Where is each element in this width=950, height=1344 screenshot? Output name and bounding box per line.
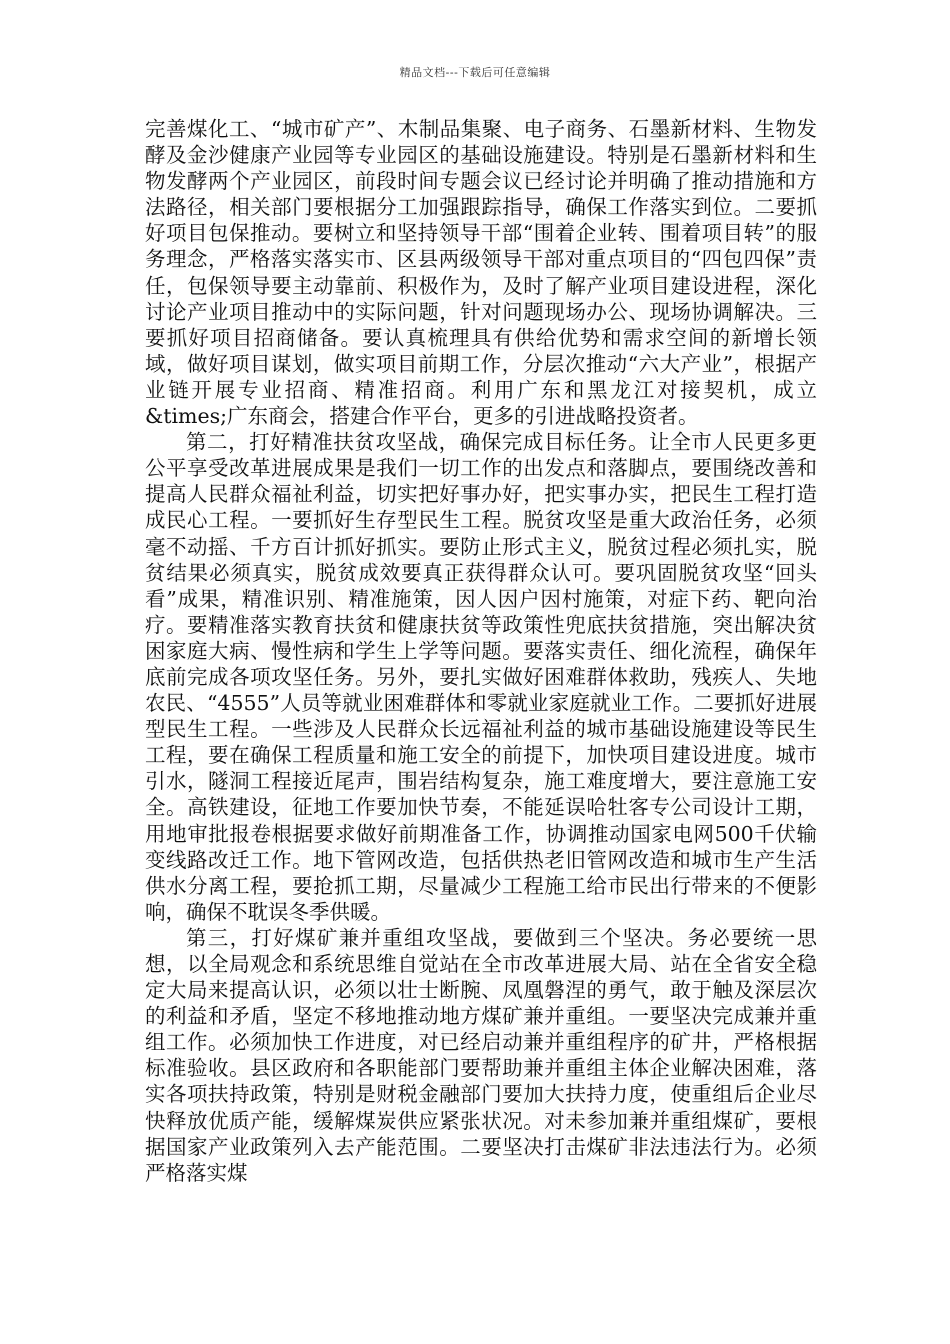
document-body (145, 116, 817, 1186)
page-header: 精品文档---下载后可任意编辑 (399, 66, 551, 79)
paragraph-1: 完善煤化工、“城市矿产”、木制品集聚、电子商务、石墨新材料、生物发酵及金沙健康产业园等专业园区的基础设施建设。特别是石墨新材料和生物发酵两个产业园区，前段时间专题会议已经讨论并明确了推动措施和方法路径，相关部门要根据分工加强跟踪指导，确保工作落实到位。二要抓好项目包保推动。要树立和坚持领导干部“围着企业转、围着项目转”的服务理念，严格落实落实市、区县两级领导干部对重点项目的“四包四保”责任，包保领导要主动靠前、积极作为，及时了解产业项目建设进程，深化讨论产业项目推动中的实际问题，针对问题现场办公、现场协调解决。三要抓好项目招商储备。要认真梳理具有供给优势和需求空间的新增长领域，做好项目谋划，做实项目前期工作，分层次推动“六大产业”，根据产业链开展专业招商、精准招商。利用广东和黑龙江对接契机，成立&times;广东商会，搭建合作平台，更多的引进战略投资者。 (145, 117, 817, 429)
paragraph-2: 第二，打好精准扶贫攻坚战，确保完成目标任务。让全市人民更多更公平享受改革进展成果是我们一切工作的出发点和落脚点，要围绕改善和提高人民群众福祉利益，切实把好事办好，把实事办实，把民生工程打造成民心工程。一要抓好生存型民生工程。脱贫攻坚是重大政治任务，必须毫不动摇、千方百计抓好抓实。要防止形式主义，脱贫过程必须扎实，脱贫结果必须真实，脱贫成效要真正获得群众认可。要巩固脱贫攻坚“回头看”成果，精准识别、精准施策，因人因户因村施策，对症下药、靶向治疗。要精准落实教育扶贫和健康扶贫等政策性兜底扶贫措施，突出解决贫困家庭大病、慢性病和学生上学等问题。要落实责任、细化流程，确保年底前完成各项攻坚任务。另外，要扎实做好困难群体救助，残疾人、失地农民、“4555”人员等就业困难群体和零就业家庭就业工作。二要抓好进展型民生工程。一些涉及人民群众长远福祉利益的城市基础设施建设等民生工程，要在确保工程质量和施工安全的前提下，加快项目建设进度。城市引水，隧洞工程接近尾声，围岩结构复杂，施工难度增大，要注意施工安全。高铁建设，征地工作要加快节奏，不能延误哈牡客专公司设计工期，用地审批报卷根据要求做好前期准备工作，协调推动国家电网500千伏输变线路改迁工作。地下管网改造，包括供热老旧管网改造和城市生产生活供水分离工程，要抢抓工期，尽量减少工程施工给市民出行带来的不便影响，确保不耽误冬季供暖。 (145, 430, 817, 924)
paragraph-3: 第三，打好煤矿兼并重组攻坚战，要做到三个坚决。务必要统一思想，以全局观念和系统思维自觉站在全市改革进展大局、站在全省安全稳定大局来提高认识，必须以壮士断腕、凤凰磐涅的勇气，敢于触及深层次的利益和矛盾，坚定不移地推动地方煤矿兼并重组。一要坚决完成兼并重组工作。必须加快工作进度，对已经启动兼并重组程序的矿井，严格根据标准验收。县区政府和各职能部门要帮助兼并重组主体企业解决困难，落实各项扶持政策，特别是财税金融部门要加大扶持力度，使重组后企业尽快释放优质产能，缓解煤炭供应紧张状况。对未参加兼并重组煤矿，要根据国家产业政策列入去产能范围。二要坚决打击煤矿非法违法行为。必须严格落实煤 (145, 925, 817, 1185)
